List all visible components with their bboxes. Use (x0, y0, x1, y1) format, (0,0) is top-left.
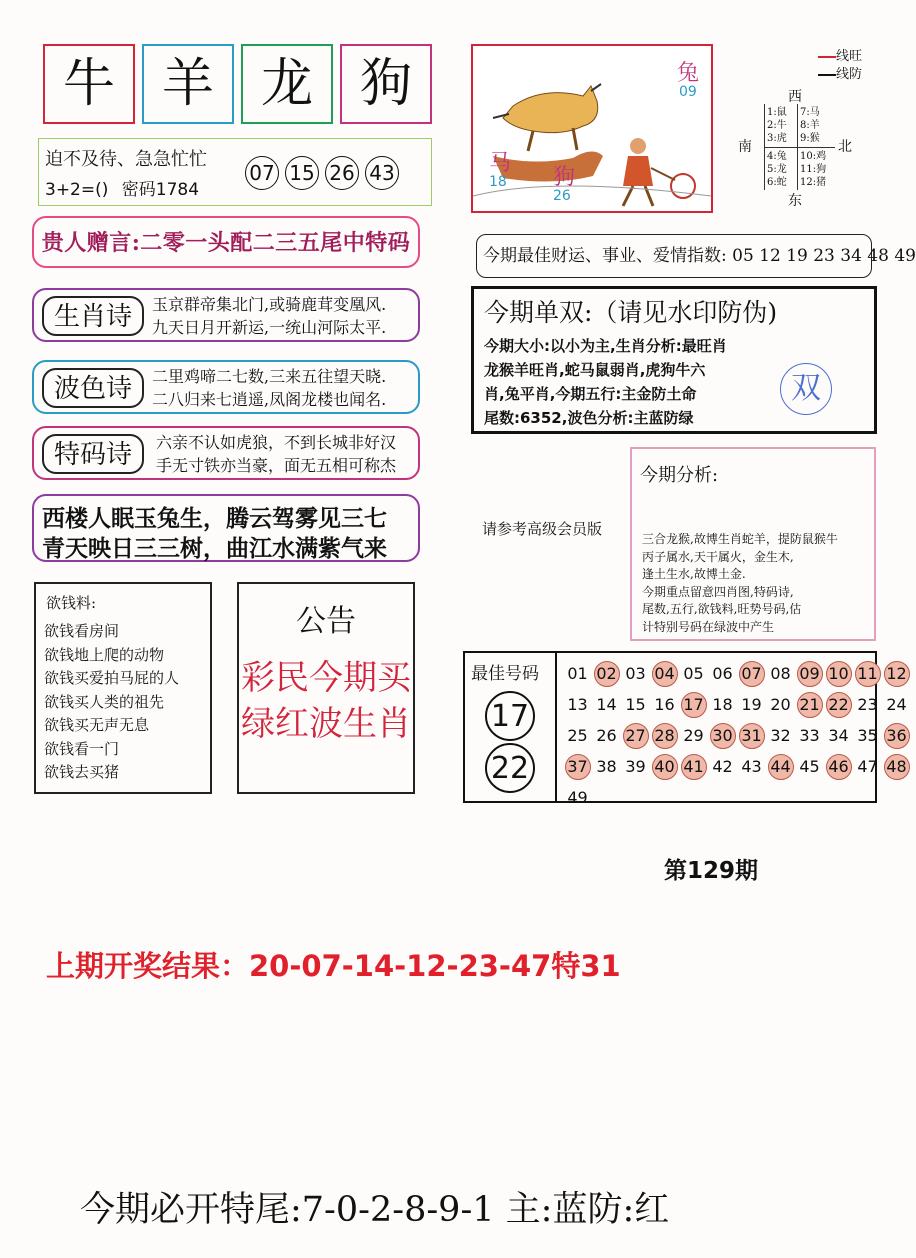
number-cell-highlighted: 30 (710, 723, 736, 749)
compass (738, 86, 858, 210)
number-cell-highlighted: 36 (884, 723, 910, 749)
notice-title: 公告 (296, 604, 356, 639)
money-box (34, 582, 212, 794)
number-cell: 19 (741, 695, 762, 714)
must-tail: 今期必开特尾:7-0-2-8-9-1 主:蓝防:红 (80, 1190, 670, 1230)
best-picks-panel (465, 653, 557, 801)
odd-even-stamp: 双 (780, 363, 832, 415)
number-cell-highlighted: 27 (623, 723, 649, 749)
analysis-line: 丙子属水,天干属火，金生木, (642, 549, 794, 564)
number-cell-highlighted: 37 (565, 754, 591, 780)
special-poem-line-1: 六亲不认如虎狼，不到长城非好汉 (156, 433, 397, 452)
riddle-equation: 3+2=() (45, 180, 109, 200)
number-cell-highlighted: 02 (594, 661, 620, 687)
number-cell-highlighted: 46 (826, 754, 852, 780)
number-cell: 39 (625, 757, 646, 776)
number-cell: 08 (770, 664, 791, 683)
gift-motto-text: 贵人赠言:二零一头配二三五尾中特码 (41, 230, 411, 256)
analysis-line: 三合龙猴,故博生肖蛇羊，提防鼠猴牛 (642, 532, 838, 546)
number-cell: 23 (857, 695, 878, 714)
illustration-svg (473, 46, 711, 211)
money-list (44, 620, 179, 785)
legend-strong-label: 线旺 (836, 49, 863, 64)
line-legend (818, 48, 862, 84)
number-cell: 06 (712, 664, 733, 683)
number-cell: 29 (683, 726, 704, 745)
number-cell-highlighted: 09 (797, 661, 823, 687)
number-cell: 24 (886, 695, 907, 714)
riddle-number: 15 (285, 156, 319, 190)
gift-motto-box (32, 216, 420, 268)
special-poem-box (32, 426, 420, 480)
number-cell-highlighted: 22 (826, 692, 852, 718)
animal-box-3: 龙 (241, 44, 333, 124)
odd-even-box (471, 286, 877, 434)
money-item: 欲钱去买猪 (44, 763, 120, 781)
compass-cell: 3:虎 (767, 133, 787, 144)
riddle-line-2 (45, 175, 199, 200)
verse-line-2: 青天映日三三树，曲江水满紫气来 (42, 535, 387, 562)
number-cell: 33 (799, 726, 820, 745)
legend-strong (818, 48, 862, 66)
number-cell-highlighted: 28 (652, 723, 678, 749)
odd-even-line-2: 龙猴羊旺肖,蛇马鼠弱肖,虎狗牛六 (484, 361, 706, 379)
dog-label: 狗 (553, 165, 576, 190)
money-title: 欲钱料: (46, 594, 97, 612)
legend-guard (818, 66, 862, 84)
number-cell: 01 (567, 664, 588, 683)
number-cell: 25 (567, 726, 588, 745)
number-cell: 14 (596, 695, 617, 714)
riddle-code: 密码1784 (121, 180, 200, 200)
compass-grid (764, 104, 834, 190)
number-grid (563, 661, 907, 816)
number-cell: 18 (712, 695, 733, 714)
analysis-box (630, 447, 876, 641)
compass-cell: 9:猴 (800, 133, 820, 144)
odd-even-line-3: 肖,兔平肖,今期五行:主金防土命 (484, 385, 697, 403)
compass-west: 西 (788, 89, 802, 105)
number-cell: 20 (770, 695, 791, 714)
animal-box-2: 羊 (142, 44, 234, 124)
member-note: 请参考高级会员版 (482, 520, 603, 538)
number-cell: 43 (741, 757, 762, 776)
compass-cell: 8:羊 (800, 120, 820, 131)
number-cell-highlighted: 04 (652, 661, 678, 687)
number-cell-highlighted: 31 (739, 723, 765, 749)
rabbit-number: 09 (679, 84, 697, 100)
riddle-box (38, 138, 432, 206)
fortune-text: 今期最佳财运、事业、爱情指数: 05 12 19 23 34 48 49 (483, 246, 916, 266)
compass-cell: 12:猪 (800, 177, 827, 188)
compass-north: 北 (838, 139, 852, 155)
notice-box (237, 582, 415, 794)
money-item: 欲钱买无声无息 (44, 716, 150, 734)
best-pick: 17 (485, 691, 535, 741)
number-cell: 42 (712, 757, 733, 776)
compass-cell: 4:兔 (767, 151, 787, 162)
best-label: 最佳号码 (471, 664, 539, 684)
compass-cell: 10:鸡 (800, 151, 827, 162)
horse-number: 18 (489, 174, 507, 190)
compass-cell: 7:马 (800, 107, 820, 118)
compass-cell: 1:鼠 (767, 107, 787, 118)
number-cell-highlighted: 41 (681, 754, 707, 780)
analysis-line: 计特别号码在绿波中产生 (642, 619, 775, 634)
number-cell: 35 (857, 726, 878, 745)
riddle-line-1: 迫不及待、急急忙忙 (45, 149, 207, 170)
analysis-line: 尾数,五行,欲钱料,旺势号码,估 (642, 602, 802, 616)
number-grid-row (563, 754, 907, 785)
issue-number: 第129期 (664, 858, 759, 884)
rabbit-label: 兔 (677, 61, 700, 86)
horse-label: 马 (489, 151, 512, 176)
compass-south: 南 (738, 139, 752, 155)
number-cell: 16 (654, 695, 675, 714)
verse-line-1: 西楼人眠玉兔生，腾云驾雾见三七 (42, 505, 387, 532)
money-item: 欲钱买人类的祖先 (44, 692, 165, 711)
money-item: 欲钱地上爬的动物 (44, 645, 165, 664)
legend-guard-label: 线防 (836, 67, 863, 82)
compass-top-right (800, 106, 820, 145)
compass-cell: 2:牛 (767, 120, 787, 131)
zodiac-illustration (471, 44, 713, 213)
money-item: 欲钱看一门 (44, 739, 120, 758)
number-cell: 26 (596, 726, 617, 745)
number-cell-highlighted: 21 (797, 692, 823, 718)
wave-poem-line-1: 二里鸡啼二七数,三来五往望天晓. (152, 367, 387, 386)
number-cell-highlighted: 11 (855, 661, 881, 687)
number-grid-row (563, 723, 907, 754)
odd-even-line-4: 尾数:6352,波色分析:主蓝防绿 (484, 409, 694, 427)
compass-cell: 5:龙 (767, 164, 787, 175)
number-cell-highlighted: 48 (884, 754, 910, 780)
number-grid-row (563, 661, 907, 692)
notice-line-1: 彩民今期买 (241, 658, 411, 698)
number-cell: 47 (857, 757, 878, 776)
number-grid-row (563, 692, 907, 723)
analysis-line: 今期重点留意四肖图,特码诗, (642, 584, 794, 599)
compass-cell: 11:狗 (800, 164, 827, 175)
number-cell: 49 (567, 788, 588, 807)
riddle-numbers (245, 156, 405, 190)
last-result: 上期开奖结果：20-07-14-12-23-47特31 (46, 949, 621, 983)
number-cell: 38 (596, 757, 617, 776)
number-grid-row (563, 785, 873, 816)
zodiac-poem-line-2: 九天日月开新运,一统山河际太平. (152, 318, 387, 337)
fortune-box (476, 234, 916, 278)
special-poem-title: 特码诗 (42, 434, 144, 474)
analysis-title: 今期分析: (640, 465, 719, 486)
riddle-number: 43 (365, 156, 399, 190)
number-cell-highlighted: 07 (739, 661, 765, 687)
number-cell-highlighted: 40 (652, 754, 678, 780)
wave-poem-title: 波色诗 (42, 368, 144, 408)
zodiac-poem-line-1: 玉京群帝集北门,或骑鹿茸变凰风. (152, 295, 387, 314)
number-cell-highlighted: 12 (884, 661, 910, 687)
notice-line-2: 绿红波生肖 (241, 704, 411, 744)
compass-east: 东 (788, 193, 802, 209)
money-item: 欲钱买爱拍马屁的人 (44, 669, 180, 687)
zodiac-poem-box (32, 288, 420, 342)
riddle-number: 26 (325, 156, 359, 190)
odd-even-line-1: 今期大小:以小为主,生肖分析:最旺肖 (484, 337, 727, 355)
number-cell: 03 (625, 664, 646, 683)
dog-number: 26 (553, 188, 571, 204)
number-cell-highlighted: 10 (826, 661, 852, 687)
compass-bottom-right (800, 150, 826, 189)
compass-bottom-left (767, 150, 787, 189)
number-cell-highlighted: 44 (768, 754, 794, 780)
wave-poem-line-2: 二八归来七逍遥,凤阁龙楼也闻名. (152, 390, 387, 409)
verse-box (32, 494, 420, 562)
number-cell: 34 (828, 726, 849, 745)
number-cell-highlighted: 17 (681, 692, 707, 718)
zodiac-poem-title: 生肖诗 (42, 296, 144, 336)
riddle-number: 07 (245, 156, 279, 190)
analysis-lines (642, 531, 838, 636)
compass-cell: 6:蛇 (767, 177, 787, 188)
best-numbers-box (463, 651, 907, 807)
special-poem-line-2: 手无寸铁亦当豪，面无五相可称杰 (156, 456, 397, 475)
number-cell: 13 (567, 695, 588, 714)
odd-even-title: 今期单双:（请见水印防伪) (484, 298, 778, 327)
number-cell: 45 (799, 757, 820, 776)
money-item: 欲钱看房间 (44, 622, 120, 640)
number-cell: 15 (625, 695, 646, 714)
wave-poem-box (32, 360, 420, 414)
analysis-line: 逢土生水,故博土金. (642, 567, 746, 581)
animal-box-4: 狗 (340, 44, 432, 124)
number-cell: 32 (770, 726, 791, 745)
animal-box-1: 牛 (43, 44, 135, 124)
compass-top-left (767, 106, 787, 145)
number-cell: 05 (683, 664, 704, 683)
best-pick: 22 (485, 743, 535, 793)
